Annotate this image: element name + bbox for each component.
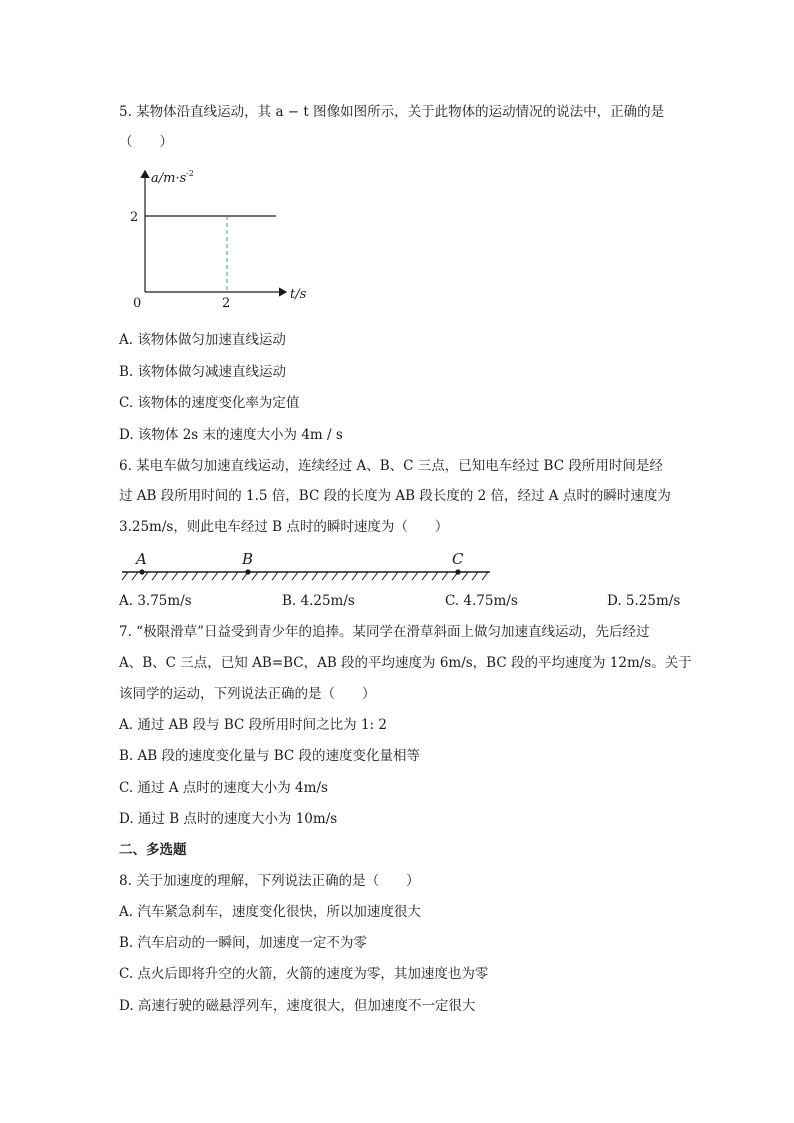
q6-options	[119, 591, 679, 611]
q7-stem-line-3: 该同学的运动，下列说法正确的是（ ）	[119, 686, 376, 702]
q8-option-b: B. 汽车启动的一瞬间，加速度一定不为零	[119, 935, 368, 951]
q8-option-d: D. 高速行驶的磁悬浮列车，速度很大，但加速度不一定很大	[119, 998, 476, 1014]
point-c-dot	[455, 569, 460, 574]
track-hatching	[122, 572, 488, 580]
x-tick-label: 2	[222, 296, 231, 311]
q5-option-b: B. 该物体做匀减速直线运动	[119, 364, 287, 380]
q7-stem-line-1: 7. “极限滑草”日益受到青少年的追捧。某同学在滑草斜面上做匀加速直线运动，先后经过	[119, 624, 650, 640]
q5-option-d: D. 该物体 2s 末的速度大小为 4m / s	[119, 427, 343, 443]
point-c-label: C	[452, 550, 464, 568]
q5-a-t-graph	[118, 165, 318, 315]
origin-label: 0	[133, 296, 142, 311]
y-axis-label: a/m·s	[151, 171, 187, 186]
q5-stem: 5. 某物体沿直线运动，其 a − t 图像如图所示，关于此物体的运动情况的说法中，正确的是	[119, 104, 665, 120]
q8-stem: 8. 关于加速度的理解，下列说法正确的是（ ）	[119, 873, 420, 889]
point-a-dot	[139, 569, 144, 574]
q5-answer-paren: （ ）	[119, 134, 173, 150]
q7-option-b: B. AB 段的速度变化量与 BC 段的速度变化量相等	[119, 748, 421, 764]
x-axis-label: t/s	[290, 287, 307, 302]
q8-option-a: A. 汽车紧急刹车，速度变化很快，所以加速度很大	[119, 904, 421, 920]
q6-stem-line-1: 6. 某电车做匀加速直线运动，连续经过 A、B、C 三点，已知电车经过 BC 段所用时间是经	[119, 458, 663, 474]
q6-option-c: C. 4.75m/s	[445, 593, 518, 609]
q6-option-b: B. 4.25m/s	[282, 593, 355, 609]
y-tick-label: 2	[130, 210, 139, 225]
q7-option-c: C. 通过 A 点时的速度大小为 4m/s	[119, 780, 328, 796]
q7-option-a: A. 通过 AB 段与 BC 段所用时间之比为 1: 2	[119, 717, 387, 733]
q6-option-d: D. 5.25m/s	[607, 593, 681, 609]
point-b-dot	[245, 569, 250, 574]
q7-stem-line-2: A、B、C 三点，已知 AB=BC，AB 段的平均速度为 6m/s，BC 段的平均速度为 12m/s。关于	[119, 655, 692, 671]
point-a-label: A	[136, 550, 147, 568]
y-axis-exponent: -2	[186, 169, 194, 178]
q5-option-c: C. 该物体的速度变化率为定值	[119, 395, 300, 411]
q8-option-c: C. 点火后即将升空的火箭，火箭的速度为零，其加速度也为零	[119, 966, 489, 982]
q6-stem-line-3: 3.25m/s，则此电车经过 B 点时的瞬时速度为（ ）	[119, 519, 449, 535]
q7-option-d: D. 通过 B 点时的速度大小为 10m/s	[119, 811, 338, 827]
q6-stem-line-2: 过 AB 段所用时间的 1.5 倍，BC 段的长度为 AB 段长度的 2 倍，经过 A 点时的瞬时速度为	[119, 488, 671, 504]
q5-option-a: A. 该物体做匀加速直线运动	[119, 332, 286, 348]
q6-option-a: A. 3.75m/s	[119, 593, 192, 609]
q6-track-diagram	[118, 544, 498, 584]
section-2-heading: 二、多选题	[119, 842, 187, 858]
point-b-label: B	[242, 550, 254, 568]
